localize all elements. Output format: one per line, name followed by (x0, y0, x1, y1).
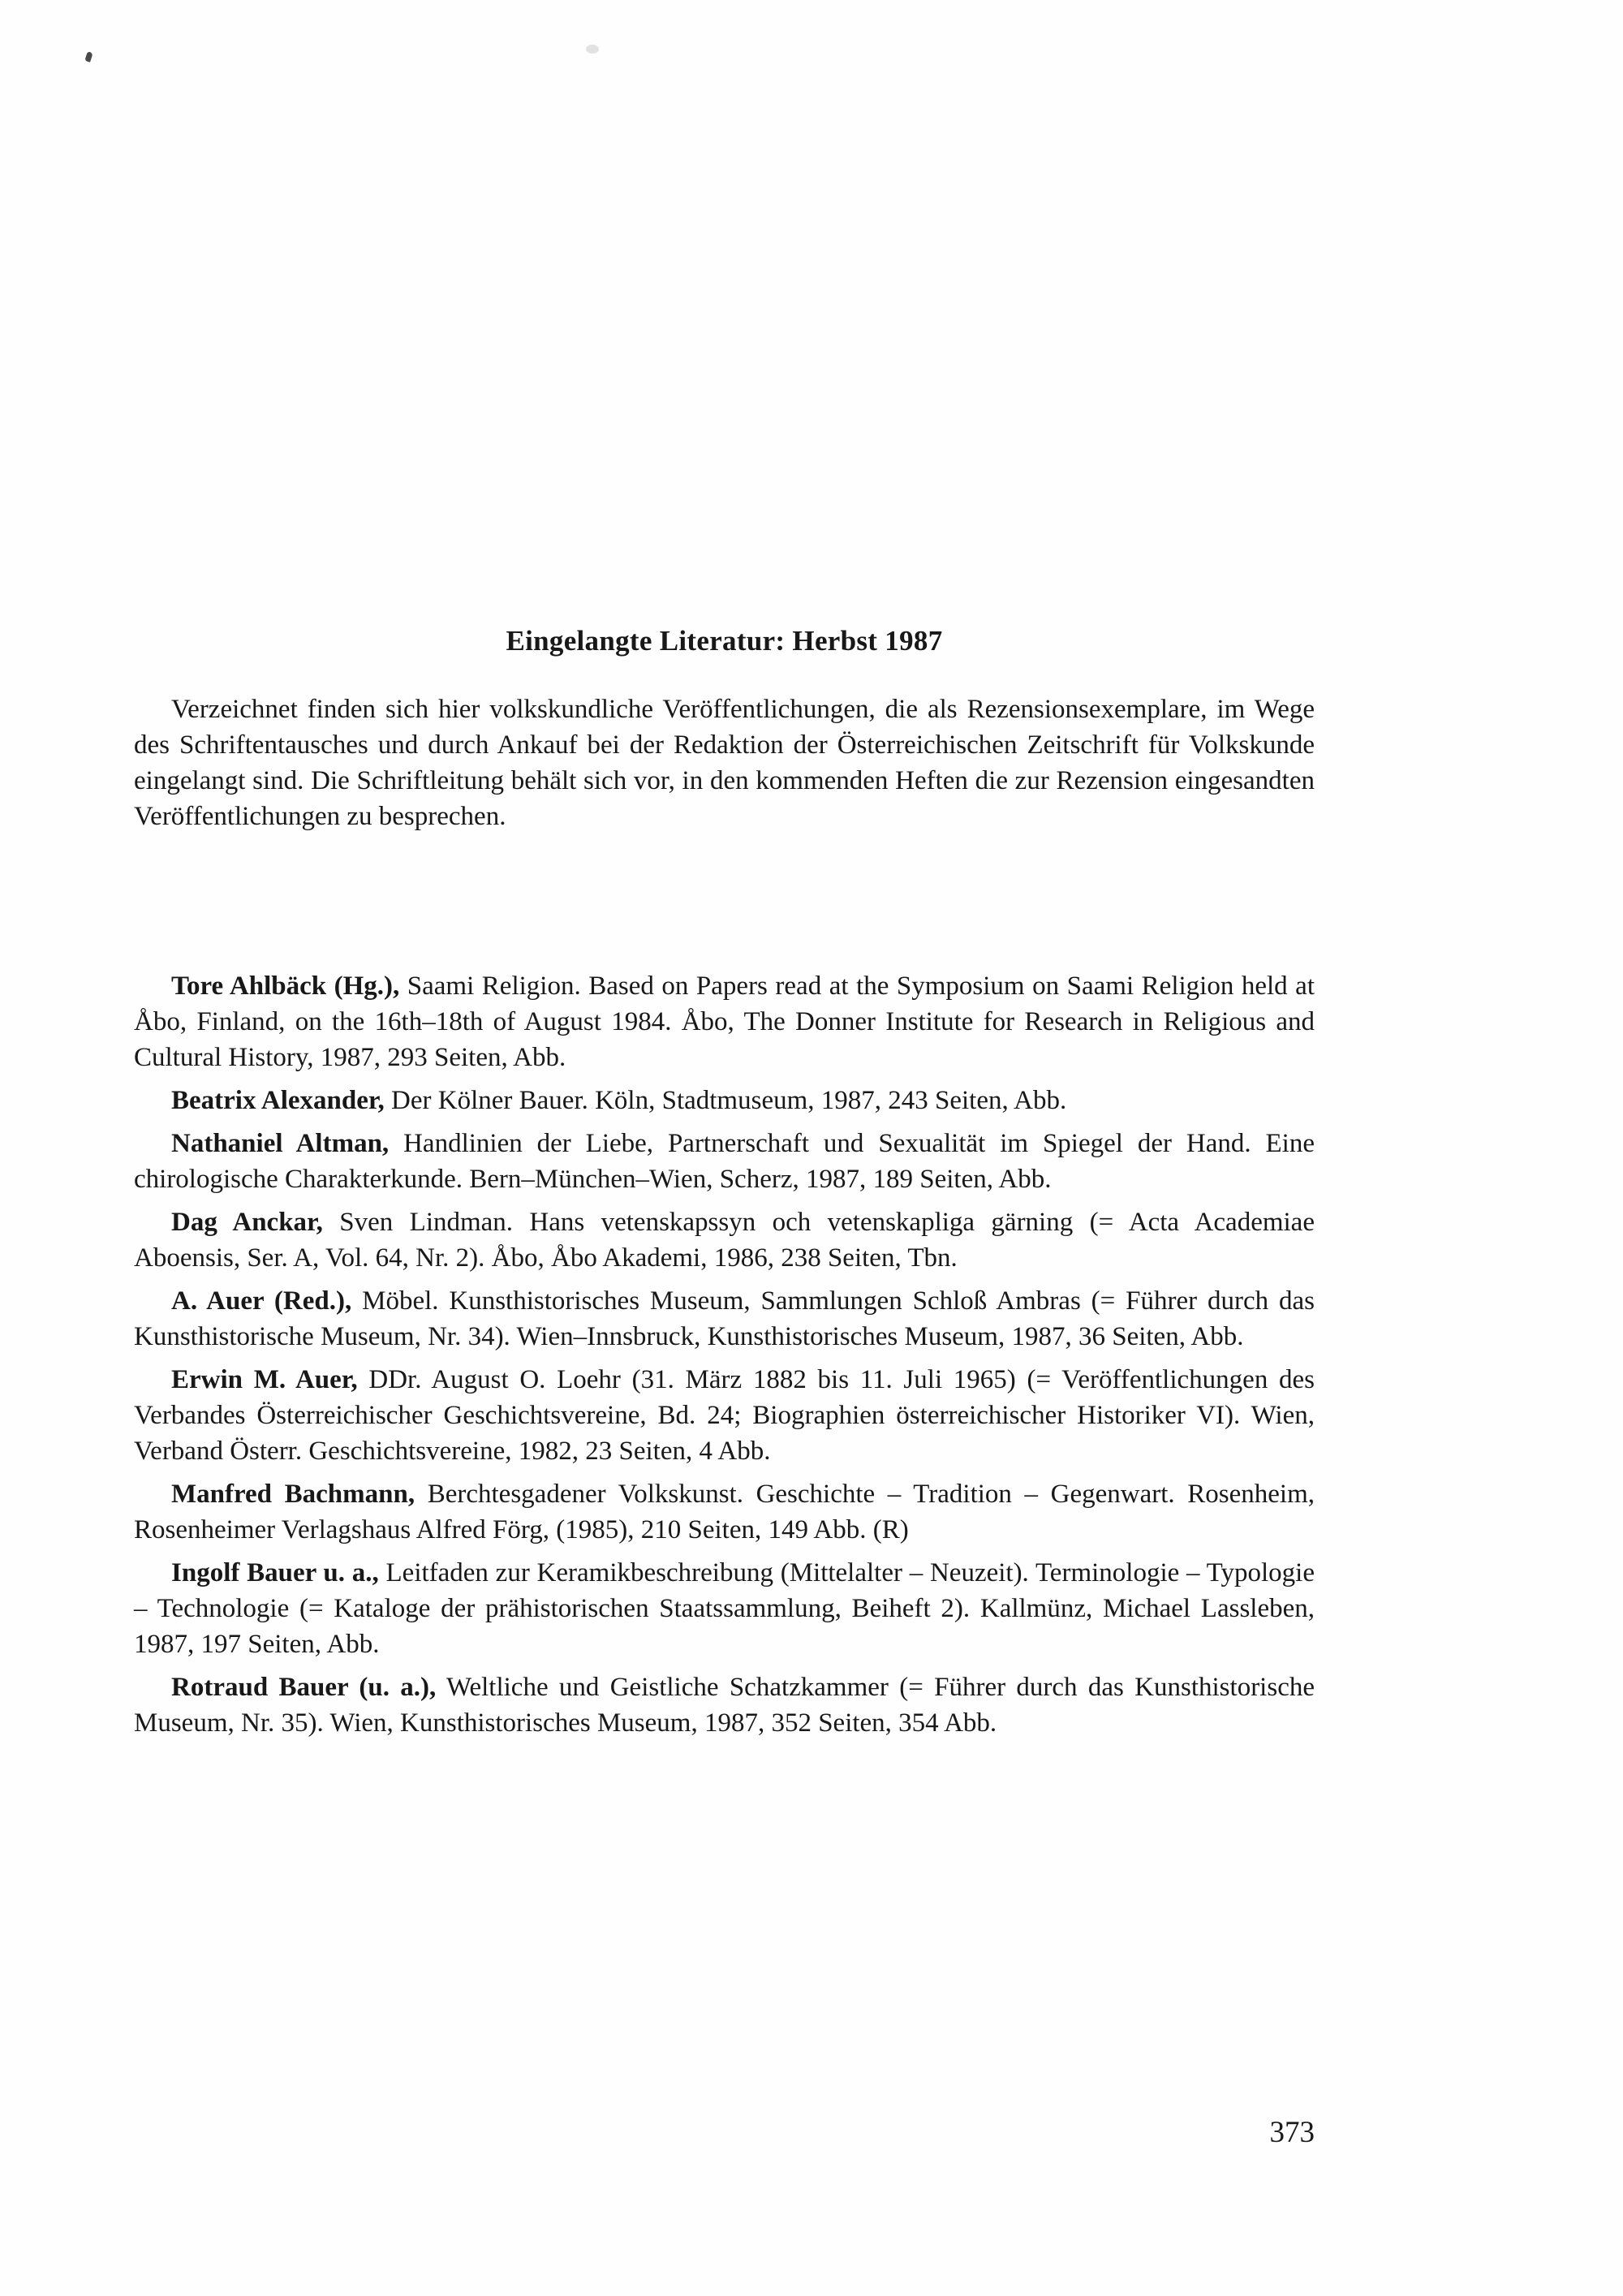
entry-author: Erwin M. Auer, (171, 1365, 358, 1394)
entry-author: A. Auer (Red.), (171, 1286, 352, 1316)
entry-text: Weltliche und Geistliche Schatzkammer (= Führer durch das Kunsthistorische Museum, Nr. 35). Wien, Kunsthistorisches Museum, 1987, 352 Seiten, 354 Abb. (134, 1673, 1315, 1738)
entry-text: Möbel. Kunsthistorisches Museum, Sammlungen Schloß Ambras (= Führer durch das Kunsthistorische Museum, Nr. 34). Wien–Innsbruck, Kunsthistorisches Museum, 1987, 36 Seiten, Abb. (134, 1286, 1315, 1351)
entry-list (134, 961, 1315, 1741)
bibliography-entry (134, 1197, 1315, 1276)
scan-speck-mark (84, 51, 93, 62)
entry-author: Tore Ahlbäck (Hg.), (171, 971, 400, 1001)
bibliography-entry (134, 961, 1315, 1075)
entry-author: Beatrix Alexander, (171, 1086, 385, 1115)
bibliography-entry (134, 1469, 1315, 1548)
bibliography-entry (134, 1075, 1315, 1118)
entry-text: Leitfaden zur Keramikbeschreibung (Mittelalter – Neuzeit). Terminologie – Typologie – Technologie (= Kataloge der prähistorischen Staatssammlung, Beiheft 2). Kallmünz, Michael Lassleben, 1987, 197 Seiten, Abb. (134, 1558, 1315, 1659)
entry-text: Der Kölner Bauer. Köln, Stadtmuseum, 1987, 243 Seiten, Abb. (384, 1086, 1067, 1115)
entry-text: Saami Religion. Based on Papers read at the Symposium on Saami Religion held at Åbo, Finland, on the 16th–18th of August 1984. Åbo, The Donner Institute for Research in Religious and Cultural History, 1987, 293 Seiten, Abb. (134, 971, 1315, 1072)
bibliography-entry (134, 1662, 1315, 1741)
page-number: 373 (1269, 2116, 1315, 2149)
bibliography-entry (134, 1118, 1315, 1197)
bibliography-entry (134, 1548, 1315, 1662)
entry-author: Ingolf Bauer u. a., (171, 1558, 379, 1587)
entry-text: Sven Lindman. Hans vetenskapssyn och vetenskapliga gärning (= Acta Academiae Aboensis, Ser. A, Vol. 64, Nr. 2). Åbo, Åbo Akademi, 1986, 238 Seiten, Tbn. (134, 1208, 1315, 1273)
intro-paragraph: Verzeichnet finden sich hier volkskundliche Veröffentlichungen, die als Rezensionsexemplare, im Wege des Schriftentausches und durch Ankauf bei der Redaktion der Österreichischen Zeitschrift für Volkskunde eingelangt sind. Die Schriftleitung behält sich vor, in den kommenden Heften die zur Rezension eingesandten Veröffentlichungen zu besprechen. (134, 695, 1315, 831)
entry-author: Dag Anckar, (171, 1208, 323, 1237)
entry-text: Berchtesgadener Volkskunst. Geschichte – Tradition – Gegenwart. Rosenheim, Rosenheimer Verlagshaus Alfred Förg, (1985), 210 Seiten, 149 Abb. (R) (134, 1480, 1315, 1544)
entry-text: DDr. August O. Loehr (31. März 1882 bis 11. Juli 1965) (= Veröffentlichungen des Verbandes Österreichischer Geschichtsvereine, Bd. 24; Biographien österreichischer Historiker VI). Wien, Verband Österr. Geschichtsvereine, 1982, 23 Seiten, 4 Abb. (134, 1365, 1315, 1466)
entry-author: Manfred Bachmann, (171, 1480, 415, 1509)
scan-smudge-mark (586, 45, 599, 54)
entry-author: Rotraud Bauer (u. a.), (171, 1673, 437, 1702)
bibliography-entry (134, 1276, 1315, 1355)
entry-text: Handlinien der Liebe, Partnerschaft und Sexualität im Spiegel der Hand. Eine chirologische Charakterkunde. Bern–München–Wien, Scherz, 1987, 189 Seiten, Abb. (134, 1129, 1315, 1194)
bibliography-entry (134, 1355, 1315, 1469)
section-title: Eingelangte Literatur: Herbst 1987 (506, 625, 943, 657)
entry-author: Nathaniel Altman, (171, 1129, 390, 1158)
